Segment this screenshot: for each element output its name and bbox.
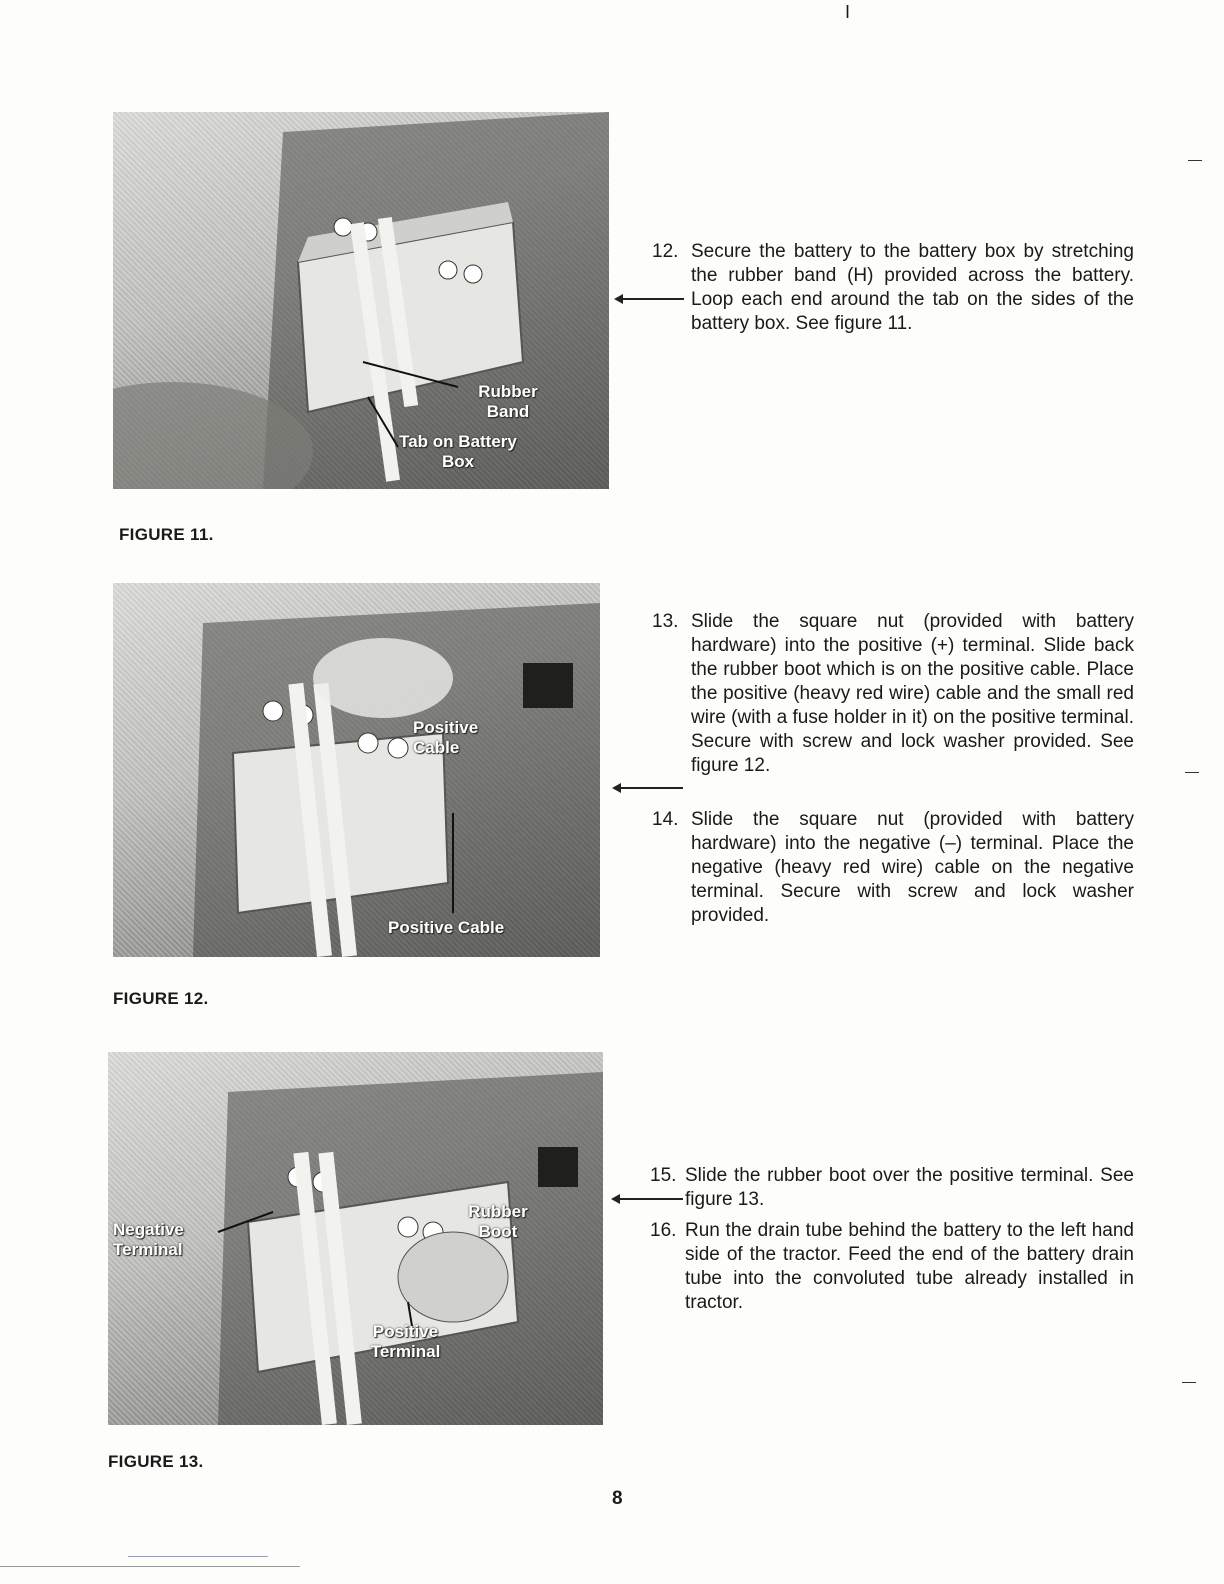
step-14 [652, 808, 1134, 928]
step-16-number: 16. [650, 1220, 677, 1241]
step-14-text: Slide the square nut (provided with battery hardware) into the negative (–) terminal. Place the negative (heavy red wire) cable on the negative terminal. Secure with screw and lock washer provided. [691, 809, 1134, 926]
step-15-text: Slide the rubber boot over the positive terminal. See figure 13. [685, 1165, 1134, 1210]
edge-mark [1182, 1382, 1196, 1383]
label-tab-on-battery-box: Tab on Battery Box [399, 432, 517, 471]
figure-13-caption: FIGURE 13. [108, 1452, 204, 1471]
figure-12-caption: FIGURE 12. [113, 989, 209, 1008]
figure-12-illustration [113, 583, 600, 957]
page-number: 8 [612, 1488, 623, 1509]
step-12-text: Secure the battery to the battery box by stretching the rubber band (H) provided across the battery. Loop each end around the tab on the sides of the battery box. See figure 11. [691, 241, 1134, 334]
label-rubber-boot: Rubber Boot [468, 1202, 528, 1241]
figure-11-photo [113, 112, 609, 489]
step-12-number: 12. [652, 241, 679, 262]
label-positive-terminal: Positive Terminal [370, 1322, 441, 1361]
step-12 [652, 240, 1134, 360]
label-rubber-band: Rubber Band [478, 382, 538, 421]
label-positive-cable-bottom: Positive Cable [388, 918, 505, 937]
edge-mark [1188, 160, 1202, 161]
figure-11-caption: FIGURE 11. [119, 525, 214, 544]
step-14-number: 14. [652, 809, 679, 830]
step-13 [652, 610, 1134, 802]
step-13-text: Slide the square nut (provided with battery hardware) into the positive (+) terminal. Slide back the rubber boot which is on the positive cable. Place the positive (heavy red wire) cable and the small red wire (with a fuse holder in it) on the positive terminal. Secure with screw and lock washer provided. See figure 12. [691, 611, 1134, 776]
step-15 [650, 1164, 1134, 1214]
step-16 [650, 1219, 1134, 1319]
figure-13-photo [108, 1052, 603, 1425]
label-negative-terminal: Negative Terminal [113, 1220, 184, 1259]
edge-mark [1185, 772, 1199, 773]
bottom-rule [128, 1556, 268, 1557]
label-positive-cable-top: Positive Cable [413, 718, 479, 757]
step-16-text: Run the drain tube behind the battery to the left hand side of the tractor. Feed the end of the battery drain tube into the convoluted tube already installed in tractor. [685, 1220, 1134, 1313]
step-13-number: 13. [652, 611, 679, 632]
figure-12-photo [113, 583, 600, 957]
figure-11-illustration [113, 112, 609, 489]
top-mark: I [845, 2, 851, 22]
step-15-number: 15. [650, 1165, 677, 1186]
bottom-rule [0, 1566, 300, 1567]
